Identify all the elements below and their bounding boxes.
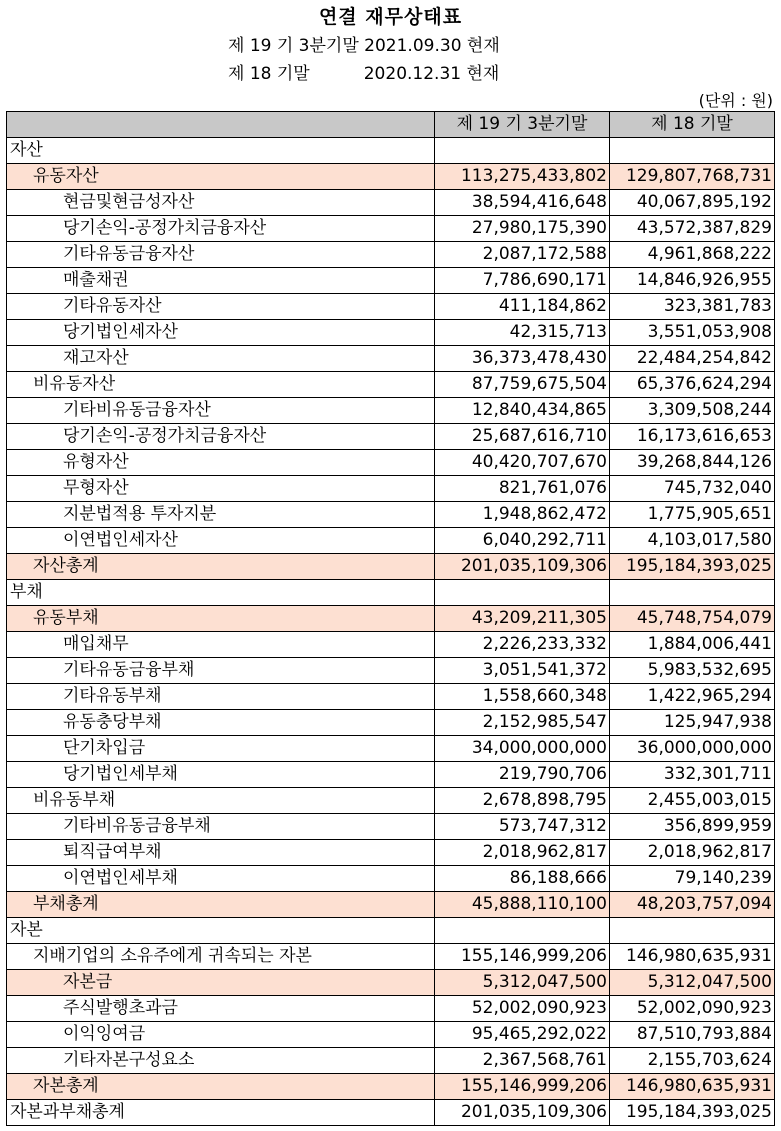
prior-period-amount: 65,376,624,294	[610, 372, 775, 398]
prior-period-amount: 5,983,532,695	[610, 658, 775, 684]
prior-period-amount: 195,184,393,025	[610, 1100, 775, 1126]
current-period-amount: 2,367,568,761	[435, 1048, 610, 1074]
prior-period-amount: 14,846,926,955	[610, 268, 775, 294]
table-row	[7, 528, 775, 554]
current-period-amount: 2,226,233,332	[435, 632, 610, 658]
table-row	[7, 242, 775, 268]
prior-period-amount: 5,312,047,500	[610, 970, 775, 996]
prior-period-amount: 87,510,793,884	[610, 1022, 775, 1048]
account-label: 이연법인세부채	[7, 866, 435, 892]
account-label: 자산	[7, 138, 435, 164]
prior-period-amount: 125,947,938	[610, 710, 775, 736]
current-period-amount: 2,087,172,588	[435, 242, 610, 268]
account-label: 기타자본구성요소	[7, 1048, 435, 1074]
current-period-amount: 821,761,076	[435, 476, 610, 502]
table-row	[7, 502, 775, 528]
prior-period-amount: 146,980,635,931	[610, 944, 775, 970]
prior-period-amount: 52,002,090,923	[610, 996, 775, 1022]
table-row	[7, 1100, 775, 1126]
prior-period-amount: 4,961,868,222	[610, 242, 775, 268]
table-row	[7, 398, 775, 424]
current-period-amount: 95,465,292,022	[435, 1022, 610, 1048]
prior-period-amount: 39,268,844,126	[610, 450, 775, 476]
table-row	[7, 138, 775, 164]
prior-period-amount: 1,422,965,294	[610, 684, 775, 710]
account-label: 자본총계	[7, 1074, 435, 1100]
account-label: 비유동자산	[7, 372, 435, 398]
table-row	[7, 190, 775, 216]
prior-period-amount: 16,173,616,653	[610, 424, 775, 450]
current-period-amount	[435, 138, 610, 164]
balance-sheet-table	[6, 111, 775, 1126]
current-period-amount: 86,188,666	[435, 866, 610, 892]
account-label: 비유동부채	[7, 788, 435, 814]
table-row	[7, 632, 775, 658]
prior-period-amount	[610, 138, 775, 164]
prior-period-amount: 36,000,000,000	[610, 736, 775, 762]
prior-period-amount: 332,301,711	[610, 762, 775, 788]
table-row	[7, 866, 775, 892]
account-label: 지배기업의 소유주에게 귀속되는 자본	[7, 944, 435, 970]
account-label: 기타비유동금융부채	[7, 814, 435, 840]
current-period-amount: 2,018,962,817	[435, 840, 610, 866]
current-period-amount: 42,315,713	[435, 320, 610, 346]
account-label: 부채총계	[7, 892, 435, 918]
account-label: 이익잉여금	[7, 1022, 435, 1048]
prior-period-amount: 146,980,635,931	[610, 1074, 775, 1100]
table-row	[7, 554, 775, 580]
prior-period-amount: 43,572,387,829	[610, 216, 775, 242]
table-row	[7, 788, 775, 814]
table-row	[7, 710, 775, 736]
table-row	[7, 892, 775, 918]
current-period-amount: 12,840,434,865	[435, 398, 610, 424]
current-period-amount	[435, 580, 610, 606]
current-period-amount: 2,152,985,547	[435, 710, 610, 736]
current-period-amount: 87,759,675,504	[435, 372, 610, 398]
table-row	[7, 1048, 775, 1074]
account-label: 이연법인세자산	[7, 528, 435, 554]
current-period-amount: 38,594,416,648	[435, 190, 610, 216]
prior-period-amount: 2,155,703,624	[610, 1048, 775, 1074]
current-period-amount: 52,002,090,923	[435, 996, 610, 1022]
account-label: 기타비유동금융자산	[7, 398, 435, 424]
account-label: 기타유동금융자산	[7, 242, 435, 268]
current-period-amount: 40,420,707,670	[435, 450, 610, 476]
current-period-amount: 219,790,706	[435, 762, 610, 788]
column-header-prior: 제 18 기말	[610, 112, 775, 138]
table-row	[7, 684, 775, 710]
account-label: 주식발행초과금	[7, 996, 435, 1022]
table-row	[7, 164, 775, 190]
account-label: 지분법적용 투자지분	[7, 502, 435, 528]
prior-period-amount: 129,807,768,731	[610, 164, 775, 190]
table-row	[7, 762, 775, 788]
prior-period-amount: 45,748,754,079	[610, 606, 775, 632]
unit-label: (단위 : 원)	[698, 91, 773, 110]
current-period-amount: 7,786,690,171	[435, 268, 610, 294]
account-label: 부채	[7, 580, 435, 606]
prior-period-amount	[610, 580, 775, 606]
account-label: 당기법인세부채	[7, 762, 435, 788]
prior-period-amount: 745,732,040	[610, 476, 775, 502]
account-label: 유동자산	[7, 164, 435, 190]
current-period-amount: 36,373,478,430	[435, 346, 610, 372]
current-period-amount: 1,558,660,348	[435, 684, 610, 710]
table-row	[7, 1074, 775, 1100]
account-label: 당기법인세자산	[7, 320, 435, 346]
table-row	[7, 658, 775, 684]
table-row	[7, 450, 775, 476]
table-row	[7, 996, 775, 1022]
prior-period-amount: 1,884,006,441	[610, 632, 775, 658]
account-label: 기타유동자산	[7, 294, 435, 320]
table-row	[7, 216, 775, 242]
table-header-row	[7, 112, 775, 138]
current-period-line: 제 19 기 3분기말 2021.09.30 현재	[228, 36, 500, 56]
table-row	[7, 1022, 775, 1048]
table-row	[7, 268, 775, 294]
table-row	[7, 580, 775, 606]
account-label: 무형자산	[7, 476, 435, 502]
prior-period-amount: 323,381,783	[610, 294, 775, 320]
current-period-amount: 1,948,862,472	[435, 502, 610, 528]
account-label: 매입채무	[7, 632, 435, 658]
current-period-amount: 6,040,292,711	[435, 528, 610, 554]
current-period-amount: 45,888,110,100	[435, 892, 610, 918]
account-label: 자본금	[7, 970, 435, 996]
table-row	[7, 840, 775, 866]
prior-period-amount: 4,103,017,580	[610, 528, 775, 554]
current-period-amount	[435, 918, 610, 944]
account-label: 재고자산	[7, 346, 435, 372]
account-label: 유동부채	[7, 606, 435, 632]
table-row	[7, 346, 775, 372]
table-row	[7, 476, 775, 502]
account-label: 기타유동금융부채	[7, 658, 435, 684]
current-period-amount: 113,275,433,802	[435, 164, 610, 190]
account-label: 유형자산	[7, 450, 435, 476]
column-header-current: 제 19 기 3분기말	[435, 112, 610, 138]
current-period-amount: 155,146,999,206	[435, 1074, 610, 1100]
current-period-amount: 201,035,109,306	[435, 554, 610, 580]
current-period-amount: 25,687,616,710	[435, 424, 610, 450]
prior-period-amount: 48,203,757,094	[610, 892, 775, 918]
account-label: 매출채권	[7, 268, 435, 294]
statement-title: 연결 재무상태표	[318, 6, 463, 28]
table-row	[7, 294, 775, 320]
current-period-amount: 201,035,109,306	[435, 1100, 610, 1126]
current-period-amount: 573,747,312	[435, 814, 610, 840]
current-period-amount: 411,184,862	[435, 294, 610, 320]
account-label: 자본	[7, 918, 435, 944]
account-label: 기타유동부채	[7, 684, 435, 710]
prior-period-amount: 22,484,254,842	[610, 346, 775, 372]
account-label: 퇴직급여부채	[7, 840, 435, 866]
current-period-amount: 155,146,999,206	[435, 944, 610, 970]
prior-period-line: 제 18 기말 2020.12.31 현재	[228, 64, 500, 84]
column-header-account	[7, 112, 435, 138]
prior-period-amount	[610, 918, 775, 944]
table-row	[7, 918, 775, 944]
table-row	[7, 814, 775, 840]
table-row	[7, 736, 775, 762]
table-row	[7, 970, 775, 996]
account-label: 유동충당부채	[7, 710, 435, 736]
table-row	[7, 372, 775, 398]
current-period-amount: 5,312,047,500	[435, 970, 610, 996]
account-label: 현금및현금성자산	[7, 190, 435, 216]
prior-period-amount: 356,899,959	[610, 814, 775, 840]
current-period-amount: 27,980,175,390	[435, 216, 610, 242]
table-row	[7, 424, 775, 450]
prior-period-amount: 3,551,053,908	[610, 320, 775, 346]
account-label: 당기손익-공정가치금융자산	[7, 424, 435, 450]
prior-period-amount: 40,067,895,192	[610, 190, 775, 216]
prior-period-amount: 2,018,962,817	[610, 840, 775, 866]
prior-period-amount: 1,775,905,651	[610, 502, 775, 528]
account-label: 자본과부채총계	[7, 1100, 435, 1126]
table-row	[7, 944, 775, 970]
prior-period-amount: 195,184,393,025	[610, 554, 775, 580]
current-period-amount: 43,209,211,305	[435, 606, 610, 632]
account-label: 자산총계	[7, 554, 435, 580]
account-label: 당기손익-공정가치금융자산	[7, 216, 435, 242]
table-body	[7, 138, 775, 1126]
prior-period-amount: 79,140,239	[610, 866, 775, 892]
current-period-amount: 3,051,541,372	[435, 658, 610, 684]
account-label: 단기차입금	[7, 736, 435, 762]
prior-period-amount: 2,455,003,015	[610, 788, 775, 814]
table-row	[7, 606, 775, 632]
prior-period-amount: 3,309,508,244	[610, 398, 775, 424]
table-row	[7, 320, 775, 346]
current-period-amount: 2,678,898,795	[435, 788, 610, 814]
current-period-amount: 34,000,000,000	[435, 736, 610, 762]
